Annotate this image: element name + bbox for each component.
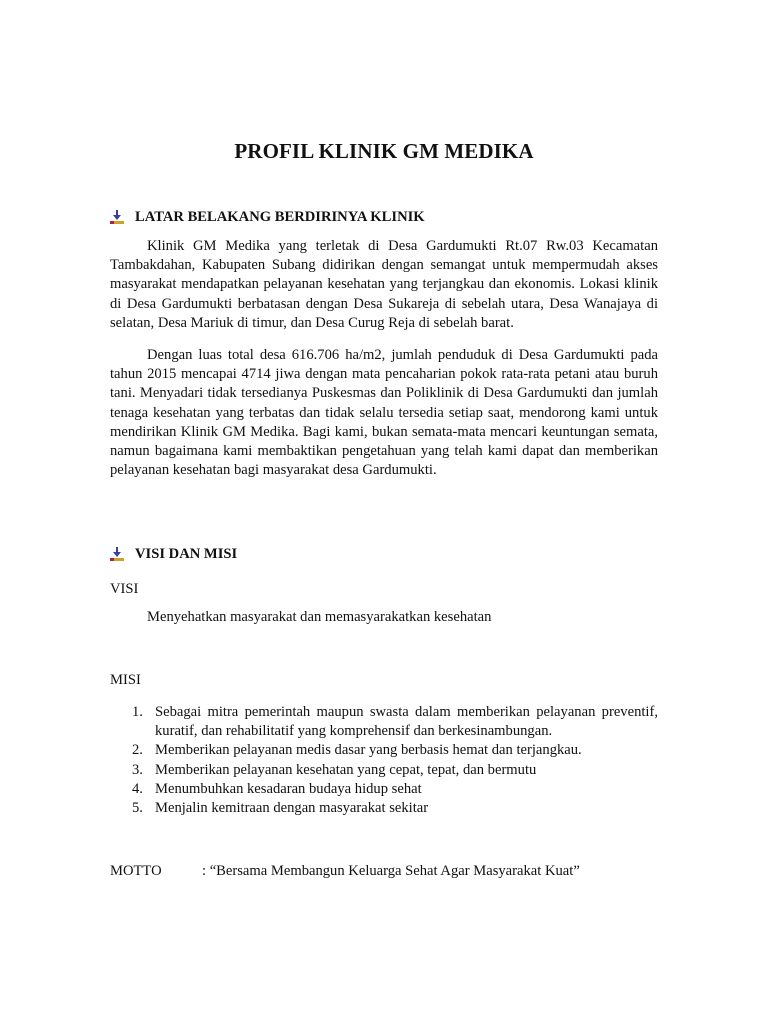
list-item: 1. Sebagai mitra pemerintah maupun swasta dalam memberikan pelayanan preventif, kuratif, dan rehabilitatif yang komprehensif dan berkesinambungan. — [132, 704, 658, 740]
misi-label: MISI — [110, 672, 141, 688]
list-item: 4. Menumbuhkan kesadaran budaya hidup sehat — [132, 780, 422, 797]
section-heading-text: LATAR BELAKANG BERDIRINYA KLINIK — [135, 209, 425, 225]
visi-label: VISI — [110, 581, 139, 597]
section-heading-visi-misi — [110, 545, 237, 563]
motto-label: MOTTO — [110, 863, 162, 879]
section-heading-text: VISI DAN MISI — [135, 546, 238, 562]
section-heading-latar-belakang — [110, 208, 425, 226]
motto — [110, 862, 580, 880]
page-title: PROFIL KLINIK GM MEDIKA — [234, 139, 534, 163]
motto-text: : “Bersama Membangun Keluarga Sehat Agar Masyarakat Kuat” — [202, 863, 580, 879]
misi-list — [110, 703, 658, 818]
arrow-bullet-icon — [110, 210, 124, 224]
visi-text: Menyehatkan masyarakat dan memasyarakatkan kesehatan — [147, 609, 492, 625]
list-item: 3. Memberikan pelayanan kesehatan yang cepat, tepat, dan bermutu — [132, 761, 537, 778]
arrow-bullet-icon — [110, 547, 124, 561]
list-item: 5. Menjalin kemitraan dengan masyarakat sekitar — [132, 800, 429, 817]
paragraph-1: Klinik GM Medika yang terletak di Desa Gardumukti Rt.07 Rw.03 Kecamatan Tambakdahan, Kabupaten Subang didirikan dengan semangat untuk mempermudah akses masyarakat mendapatkan pelayanan kesehatan yang terjangkau dan ekonomis. Lokasi klinik di Desa Gardumukti berbatasan dengan Desa Sukareja di sebelah utara, Desa Wanajaya di selatan, Desa Mariuk di timur, dan Desa Curug Reja di sebelah barat. — [110, 238, 658, 331]
list-item: 2. Memberikan pelayanan medis dasar yang berbasis hemat dan terjangkau. — [132, 742, 582, 759]
paragraph-2: Dengan luas total desa 616.706 ha/m2, jumlah penduduk di Desa Gardumukti pada tahun 2015 mencapai 4714 jiwa dengan mata pencaharian pokok rata-rata petani atau buruh tani. Menyadari tidak tersedianya Puskesmas dan Poliklinik di Desa Gardumukti dan jumlah tenaga kesehatan yang terbatas dan tidak selalu tersedia setiap saat, mendorong kami untuk mendirikan Klinik GM Medika. Bagi kami, bukan semata-mata mencari keuntungan semata, namun bagaimana kami membaktikan pengetahuan yang telah kami dapat dan memberikan pelayanan kesehatan bagi masyarakat desa Gardumukti. — [110, 347, 658, 479]
